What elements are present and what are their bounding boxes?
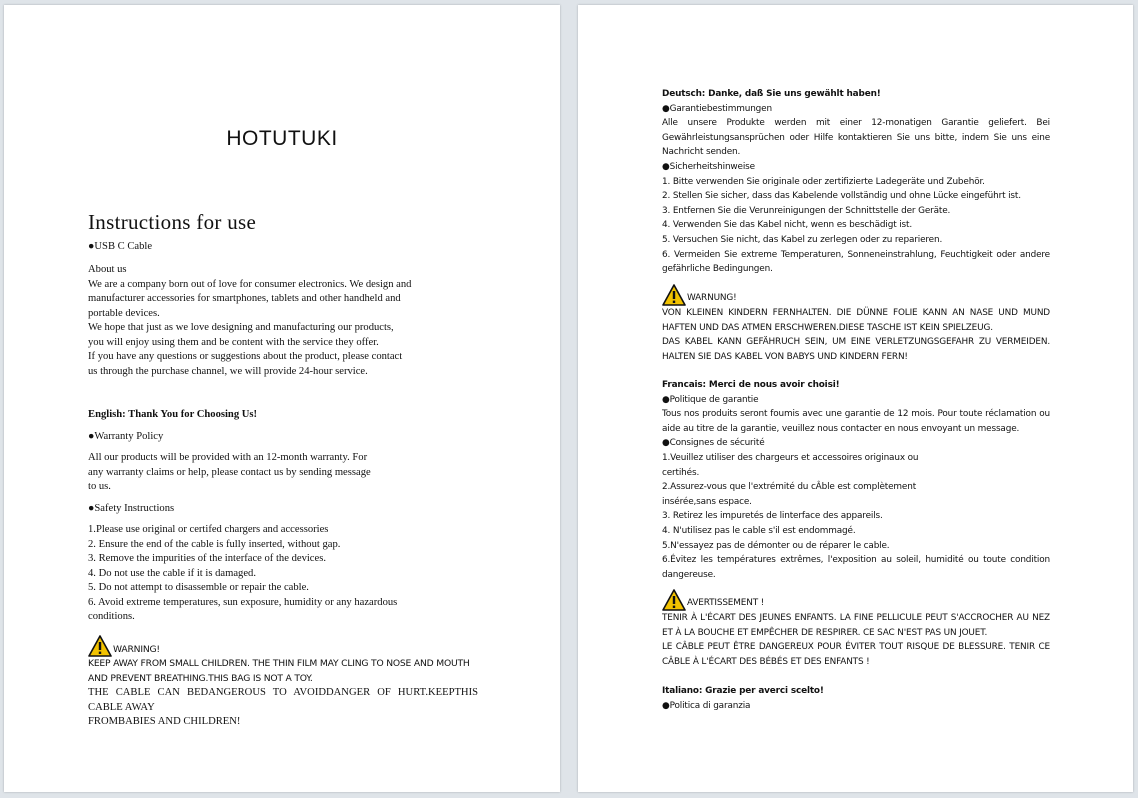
about-line: We are a company born out of love for consumer electronics. We design and [88, 278, 412, 290]
english-warning [88, 635, 478, 730]
warning-line: AND PREVENT BREATHING.THIS BAG IS NOT A TOY. [88, 672, 313, 684]
french-safety-line: dangereuse. [662, 569, 716, 580]
safety-line: conditions. [88, 611, 135, 622]
italian-heading: Italiano: Grazie per averci scelto! [662, 686, 824, 696]
about-line: We hope that just as we love designing and manufacturing our products, [88, 322, 394, 333]
warning-triangle-icon [662, 589, 686, 611]
german-safety-line: 5. Versuchen Sie nicht, das Kabel zu zerlegen oder zu reparieren. [662, 234, 943, 245]
french-warning-line: TENIR À L'ÉCART DES JEUNES ENFANTS. LA FINE PELLICULE PEUT S'ACCROCHER AU NEZ [662, 613, 1050, 623]
german-safety-line: 4. Verwenden Sie das Kabel nicht, wenn es beschädigt ist. [662, 220, 912, 231]
about-line: portable devices. [88, 307, 160, 319]
french-safety-heading: ●Consignes de sécurité [662, 438, 765, 449]
right-page [578, 5, 1133, 792]
warning-line: FROMBABIES AND CHILDREN! [88, 716, 241, 727]
left-page [4, 5, 560, 792]
french-safety-line: 6.Évitez les températures extrêmes, l'exposition au soleil, humidité ou toute condition [662, 555, 1050, 566]
safety-line: 5. Do not attempt to disassemble or repair the cable. [88, 582, 309, 593]
french-safety-line: 4. N'utilisez pas le cable s'il est endommagé. [662, 525, 856, 536]
about-line: manufacturer accessories for smartphones, tablets and other handheld and [88, 293, 401, 304]
french-safety-line: 5.N'essayez pas de démonter ou de réparer le cable. [662, 540, 890, 551]
safety-line: 3. Remove the impurities of the interface of the devices. [88, 553, 326, 564]
product-line [88, 240, 478, 255]
warranty-line: to us. [88, 481, 111, 492]
safety-line: 6. Avoid extreme temperatures, sun exposure, humidity or any hazardous [88, 596, 398, 608]
french-warning [662, 589, 1050, 669]
warning-row [662, 589, 1050, 611]
german-safety-line: 1. Bitte verwenden Sie originale oder zertifizierte Ladegeräte und Zubehör. [662, 176, 985, 187]
german-warranty-line: Alle unsere Produkte werden mit einer 12-monatigen Garantie geliefert. Bei [662, 118, 1050, 129]
safety-line: 1.Please use original or certifed chargers and accessories [88, 524, 329, 535]
italian-section [662, 684, 1050, 713]
brand-name: HOTUTUKI [226, 127, 338, 150]
french-safety-line: 3. Retirez les impuretés de linterface des appareils. [662, 511, 883, 522]
french-warning-label: AVERTISSEMENT ! [687, 598, 765, 609]
french-section [662, 378, 1050, 582]
german-safety-line: 3. Entfernen Sie die Verunreinigungen der Schnittstelle der Geräte. [662, 205, 951, 216]
german-heading: Deutsch: Danke, daß Sie uns gewählt haben! [662, 89, 881, 99]
german-warning-line: VON KLEINEN KINDERN FERNHALTEN. DIE DÜNNE FOLIE KANN AN NASE UND MUND [662, 308, 1050, 318]
warning-row [88, 635, 478, 657]
english-section [88, 408, 478, 625]
warranty-heading: ●Warranty Policy [88, 430, 164, 442]
german-warning-label: WARNUNG! [687, 293, 737, 304]
warning-line: KEEP AWAY FROM SMALL CHILDREN. THE THIN FILM MAY CLING TO NOSE AND MOUTH [88, 658, 470, 669]
german-safety-line: 6. Vermeiden Sie extreme Temperaturen, Sonneneinstrahlung, Feuchtigkeit oder andere [662, 249, 1050, 260]
about-heading: About us [88, 264, 127, 275]
french-warning-line: ET À LA BOUCHE ET EMPÊCHER DE RESPIRER. CE SAC N'EST PAS UN JOUET. [662, 627, 988, 638]
french-safety-line: 1.Veuillez utiliser des chargeurs et accessoires originaux ou [662, 452, 919, 463]
about-line: If you have any questions or suggestions about the product, please contact [88, 351, 403, 362]
french-warranty-line: Tous nos produits seront foumis avec une garantie de 12 mois. Pour toute réclamation ou [662, 409, 1050, 420]
french-safety-line: certihés. [662, 467, 700, 478]
warning-line: THE CABLE CAN BEDANGEROUS TO AVOIDDANGER OF HURT.KEEPTHIS CABLE AWAY [88, 687, 478, 713]
german-warranty-line: Nachricht senden. [662, 147, 741, 158]
german-section [662, 87, 1050, 277]
warranty-line: All our products will be provided with an 12-month warranty. For [88, 452, 368, 463]
german-warning-line: HALTEN SIE DAS KABEL VON BABYS UND KINDERN FERN! [662, 351, 908, 362]
german-warranty-line: Gewährleistungsansprüchen oder Hilfe kontaktieren Sie uns bitte, indem Sie uns eine [662, 132, 1050, 143]
safety-line: 2. Ensure the end of the cable is fully inserted, without gap. [88, 538, 341, 550]
german-warranty-heading: ●Garantiebestimmungen [662, 103, 772, 114]
french-warning-line: LE CÂBLE PEUT ÊTRE DANGEREUX POUR ÉVITER TOUT RISQUE DE BLESSURE. TENIR CE [662, 642, 1050, 653]
italian-warranty-heading: ●Politica di garanzia [662, 700, 751, 711]
english-heading: English: Thank You for Choosing Us! [88, 409, 258, 420]
about-section [88, 263, 478, 379]
german-safety-line: gefährliche Bedingungen. [662, 264, 773, 275]
french-warranty-line: aide au titre de la garantie, veuillez nous contacter en nous envoyant un message. [662, 423, 1020, 434]
german-warning-line: HAFTEN UND DAS ATMEN ERSCHWEREN.DIESE TASCHE IST KEIN SPIELZEUG. [662, 322, 993, 333]
product-name: ●USB C Cable [88, 241, 153, 252]
german-warning [662, 284, 1050, 364]
french-warranty-heading: ●Politique de garantie [662, 394, 759, 405]
german-safety-heading: ●Sicherheitshinweise [662, 161, 755, 172]
warning-triangle-icon [662, 284, 686, 306]
warranty-line: any warranty claims or help, please contact us by sending message [88, 466, 371, 478]
french-warning-line: CÂBLE À L'ÉCART DES BÉBÉS ET DES ENFANTS ! [662, 656, 870, 667]
about-line: us through the purchase channel, we will provide 24-hour service. [88, 365, 368, 377]
french-heading: Francais: Merci de nous avoir choisi! [662, 380, 840, 390]
warning-row [662, 284, 1050, 306]
safety-line: 4. Do not use the cable if it is damaged. [88, 567, 256, 579]
warning-triangle-icon [88, 635, 112, 657]
french-safety-line: insérée,sans espace. [662, 496, 752, 507]
safety-heading: ●Safety Instructions [88, 502, 175, 514]
about-line: you will enjoy using them and be content with the service they offer. [88, 336, 379, 348]
document-title: Instructions for use [88, 210, 257, 234]
german-safety-line: 2. Stellen Sie sicher, dass das Kabelende vollständig und ohne Lücke eingeführt ist. [662, 191, 1021, 202]
french-safety-line: 2.Assurez-vous que l'extrémité du cÂble est complètement [662, 482, 917, 493]
warning-label: WARNING! [113, 643, 160, 655]
german-warning-line: DAS KABEL KANN GEFÄHRUCH SEIN, UM EINE VERLETZUNGSGEFAHR ZU VERMEIDEN. [662, 337, 1050, 348]
